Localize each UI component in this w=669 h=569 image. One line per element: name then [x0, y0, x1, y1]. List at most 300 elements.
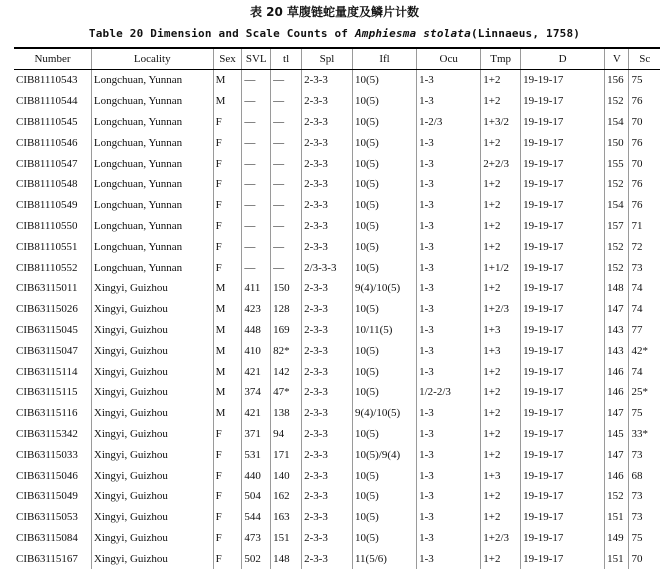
cell-locality: Longchuan, Yunnan	[91, 257, 213, 278]
cell-number: CIB63115047	[16, 344, 78, 357]
cell-svl: —	[242, 153, 271, 174]
scale-count-table	[14, 47, 660, 569]
table-title-chinese: 表 20 草腹链蛇量度及鳞片计数	[249, 5, 420, 19]
table-row	[14, 278, 660, 299]
cell-locality: Xingyi, Guizhou	[91, 320, 213, 341]
cell-svl: 423	[242, 299, 271, 320]
cell-tl: —	[271, 174, 302, 195]
table-row	[14, 340, 660, 361]
cell-sex: F	[213, 465, 242, 486]
cell-spl: 2-3-3	[302, 278, 353, 299]
cell-tl: —	[271, 257, 302, 278]
cell-d: 19-19-17	[521, 257, 605, 278]
cell-ocu: 1-3	[417, 257, 481, 278]
cell-spl: 2-3-3	[302, 216, 353, 237]
cell-number: CIB81110546	[16, 136, 78, 149]
cell-spl: 2-3-3	[302, 153, 353, 174]
cell-tl: 148	[271, 548, 302, 569]
cell-sc: 73	[629, 486, 660, 507]
cell-number: CIB63115167	[16, 552, 78, 565]
cell-tmp: 1+3/2	[481, 112, 521, 133]
cell-ocu: 1-3	[417, 340, 481, 361]
cell-locality: Longchuan, Yunnan	[91, 195, 213, 216]
cell-svl: 411	[242, 278, 271, 299]
cell-tmp: 1+2	[481, 444, 521, 465]
cell-spl: 2-3-3	[302, 132, 353, 153]
cell-ifl: 10(5)	[352, 507, 416, 528]
cell-tl: —	[271, 195, 302, 216]
cell-sc: 72	[629, 236, 660, 257]
cell-sex: M	[213, 299, 242, 320]
cell-ocu: 1/2-2/3	[417, 382, 481, 403]
cell-ifl: 11(5/6)	[352, 548, 416, 569]
cell-v: 143	[605, 340, 629, 361]
column-header-sc: Sc	[629, 48, 660, 70]
cell-ocu: 1-3	[417, 486, 481, 507]
cell-spl: 2-3-3	[302, 236, 353, 257]
cell-ocu: 1-3	[417, 236, 481, 257]
cell-v: 149	[605, 528, 629, 549]
cell-ifl: 10(5)	[352, 382, 416, 403]
cell-spl: 2-3-3	[302, 403, 353, 424]
cell-number: CIB63115046	[16, 469, 78, 482]
cell-ocu: 1-3	[417, 70, 481, 91]
title-prefix: Table 20 Dimension and Scale Counts of	[88, 27, 355, 40]
cell-spl: 2-3-3	[302, 444, 353, 465]
cell-d: 19-19-17	[521, 528, 605, 549]
cell-sc: 75	[629, 70, 660, 91]
cell-number: CIB63115115	[16, 386, 78, 399]
cell-d: 19-19-17	[521, 153, 605, 174]
column-header-sex: Sex	[213, 48, 242, 70]
cell-tmp: 1+2	[481, 132, 521, 153]
cell-svl: —	[242, 195, 271, 216]
cell-sex: M	[213, 382, 242, 403]
cell-v: 146	[605, 361, 629, 382]
table-row	[14, 424, 660, 445]
cell-sex: M	[213, 361, 242, 382]
cell-spl: 2-3-3	[302, 91, 353, 112]
cell-tmp: 1+3	[481, 320, 521, 341]
cell-number: CIB81110552	[16, 261, 78, 274]
cell-sex: F	[213, 486, 242, 507]
cell-number: CIB63115045	[16, 323, 78, 336]
cell-locality: Xingyi, Guizhou	[91, 424, 213, 445]
cell-ifl: 9(4)/10(5)	[352, 403, 416, 424]
cell-d: 19-19-17	[521, 465, 605, 486]
column-header-spl: Spl	[302, 48, 353, 70]
table-row	[14, 528, 660, 549]
cell-tl: —	[271, 236, 302, 257]
cell-spl: 2-3-3	[302, 320, 353, 341]
cell-ocu: 1-3	[417, 465, 481, 486]
cell-locality: Xingyi, Guizhou	[91, 340, 213, 361]
table-row	[14, 112, 660, 133]
cell-d: 19-19-17	[521, 132, 605, 153]
cell-d: 19-19-17	[521, 216, 605, 237]
cell-tl: 171	[271, 444, 302, 465]
cell-sex: F	[213, 507, 242, 528]
cell-number: CIB63115026	[16, 303, 78, 316]
table-row	[14, 507, 660, 528]
cell-locality: Xingyi, Guizhou	[91, 382, 213, 403]
cell-d: 19-19-17	[521, 507, 605, 528]
cell-tl: —	[271, 112, 302, 133]
cell-ifl: 10(5)	[352, 195, 416, 216]
cell-spl: 2-3-3	[302, 195, 353, 216]
cell-tl: 140	[271, 465, 302, 486]
cell-ifl: 10(5)	[352, 112, 416, 133]
column-header-d: D	[521, 48, 605, 70]
cell-tl: —	[271, 216, 302, 237]
cell-tl: —	[271, 70, 302, 91]
cell-tmp: 1+2	[481, 361, 521, 382]
cell-sex: F	[213, 216, 242, 237]
cell-locality: Xingyi, Guizhou	[91, 465, 213, 486]
cell-tl: —	[271, 91, 302, 112]
cell-ifl: 10(5)	[352, 340, 416, 361]
cell-tl: —	[271, 132, 302, 153]
cell-svl: —	[242, 174, 271, 195]
cell-locality: Longchuan, Yunnan	[91, 132, 213, 153]
cell-sex: F	[213, 424, 242, 445]
cell-number: CIB63115049	[16, 490, 78, 503]
cell-sc: 70	[629, 548, 660, 569]
cell-svl: 448	[242, 320, 271, 341]
cell-d: 19-19-17	[521, 424, 605, 445]
cell-sex: M	[213, 340, 242, 361]
cell-ocu: 1-2/3	[417, 112, 481, 133]
cell-ocu: 1-3	[417, 424, 481, 445]
cell-d: 19-19-17	[521, 91, 605, 112]
cell-ocu: 1-3	[417, 132, 481, 153]
cell-locality: Xingyi, Guizhou	[91, 528, 213, 549]
cell-v: 147	[605, 444, 629, 465]
cell-tl: 163	[271, 507, 302, 528]
cell-v: 146	[605, 465, 629, 486]
cell-tl: —	[271, 153, 302, 174]
cell-v: 145	[605, 424, 629, 445]
cell-sex: F	[213, 257, 242, 278]
cell-sc: 76	[629, 195, 660, 216]
cell-locality: Xingyi, Guizhou	[91, 548, 213, 569]
column-header-locality: Locality	[91, 48, 213, 70]
cell-sc: 76	[629, 174, 660, 195]
cell-number: CIB81110549	[16, 199, 78, 212]
cell-tl: 82*	[271, 340, 302, 361]
table-row	[14, 153, 660, 174]
cell-d: 19-19-17	[521, 403, 605, 424]
cell-tmp: 2+2/3	[481, 153, 521, 174]
cell-v: 147	[605, 403, 629, 424]
cell-ifl: 10(5)	[352, 132, 416, 153]
cell-tmp: 1+2	[481, 486, 521, 507]
cell-svl: 531	[242, 444, 271, 465]
cell-svl: —	[242, 70, 271, 91]
cell-locality: Xingyi, Guizhou	[91, 278, 213, 299]
column-header-tmp: Tmp	[481, 48, 521, 70]
cell-ifl: 10(5)	[352, 424, 416, 445]
cell-number: CIB81110550	[16, 219, 78, 232]
cell-locality: Longchuan, Yunnan	[91, 112, 213, 133]
cell-ocu: 1-3	[417, 528, 481, 549]
cell-spl: 2-3-3	[302, 486, 353, 507]
cell-number: CIB81110551	[16, 240, 78, 253]
table-row	[14, 195, 660, 216]
cell-sex: M	[213, 403, 242, 424]
cell-ocu: 1-3	[417, 507, 481, 528]
cell-svl: 421	[242, 361, 271, 382]
cell-sc: 76	[629, 132, 660, 153]
cell-svl: —	[242, 216, 271, 237]
column-header-svl: SVL	[242, 48, 271, 70]
cell-ifl: 10(5)	[352, 486, 416, 507]
cell-d: 19-19-17	[521, 320, 605, 341]
cell-v: 150	[605, 132, 629, 153]
cell-sex: M	[213, 278, 242, 299]
cell-number: CIB63115084	[16, 531, 78, 544]
cell-tl: 94	[271, 424, 302, 445]
cell-svl: 421	[242, 403, 271, 424]
cell-v: 157	[605, 216, 629, 237]
cell-svl: —	[242, 236, 271, 257]
cell-sex: F	[213, 153, 242, 174]
table-row	[14, 382, 660, 403]
column-header-number: Number	[14, 48, 91, 70]
cell-locality: Longchuan, Yunnan	[91, 174, 213, 195]
cell-d: 19-19-17	[521, 486, 605, 507]
cell-sc: 73	[629, 507, 660, 528]
cell-ifl: 10(5)/9(4)	[352, 444, 416, 465]
cell-number: CIB63115033	[16, 448, 78, 461]
cell-tl: 162	[271, 486, 302, 507]
cell-v: 152	[605, 236, 629, 257]
cell-svl: —	[242, 91, 271, 112]
table-row	[14, 70, 660, 91]
cell-sex: F	[213, 112, 242, 133]
cell-sex: F	[213, 528, 242, 549]
cell-locality: Longchuan, Yunnan	[91, 91, 213, 112]
table-title-english	[0, 27, 669, 40]
cell-v: 146	[605, 382, 629, 403]
column-header-v: V	[605, 48, 629, 70]
cell-sex: F	[213, 174, 242, 195]
cell-svl: 374	[242, 382, 271, 403]
cell-locality: Xingyi, Guizhou	[91, 507, 213, 528]
cell-tmp: 1+2	[481, 70, 521, 91]
cell-ifl: 10(5)	[352, 299, 416, 320]
cell-d: 19-19-17	[521, 112, 605, 133]
cell-tl: 150	[271, 278, 302, 299]
cell-spl: 2-3-3	[302, 528, 353, 549]
cell-ocu: 1-3	[417, 320, 481, 341]
cell-d: 19-19-17	[521, 195, 605, 216]
cell-d: 19-19-17	[521, 548, 605, 569]
cell-d: 19-19-17	[521, 174, 605, 195]
cell-v: 151	[605, 507, 629, 528]
cell-svl: 502	[242, 548, 271, 569]
cell-locality: Xingyi, Guizhou	[91, 299, 213, 320]
cell-sc: 74	[629, 278, 660, 299]
cell-v: 154	[605, 112, 629, 133]
cell-tmp: 1+2	[481, 403, 521, 424]
cell-spl: 2-3-3	[302, 465, 353, 486]
cell-v: 152	[605, 486, 629, 507]
cell-d: 19-19-17	[521, 70, 605, 91]
cell-svl: —	[242, 257, 271, 278]
cell-tl: 128	[271, 299, 302, 320]
cell-sc: 42*	[629, 340, 660, 361]
column-header-tl: tl	[271, 48, 302, 70]
cell-tmp: 1+2	[481, 216, 521, 237]
cell-spl: 2-3-3	[302, 112, 353, 133]
cell-v: 148	[605, 278, 629, 299]
cell-d: 19-19-17	[521, 444, 605, 465]
cell-tmp: 1+2/3	[481, 299, 521, 320]
cell-tmp: 1+2	[481, 507, 521, 528]
column-header-ocu: Ocu	[417, 48, 481, 70]
cell-ifl: 9(4)/10(5)	[352, 278, 416, 299]
cell-svl: 371	[242, 424, 271, 445]
cell-ocu: 1-3	[417, 278, 481, 299]
cell-ifl: 10(5)	[352, 465, 416, 486]
table-row	[14, 236, 660, 257]
cell-svl: 410	[242, 340, 271, 361]
cell-ifl: 10(5)	[352, 91, 416, 112]
cell-v: 152	[605, 174, 629, 195]
cell-d: 19-19-17	[521, 278, 605, 299]
cell-sc: 76	[629, 91, 660, 112]
cell-sc: 73	[629, 444, 660, 465]
cell-sc: 33*	[629, 424, 660, 445]
cell-ifl: 10/11(5)	[352, 320, 416, 341]
title-species: Amphiesma stolata	[354, 27, 471, 40]
cell-locality: Longchuan, Yunnan	[91, 236, 213, 257]
cell-tmp: 1+2	[481, 424, 521, 445]
cell-d: 19-19-17	[521, 361, 605, 382]
cell-ocu: 1-3	[417, 216, 481, 237]
cell-spl: 2-3-3	[302, 361, 353, 382]
cell-tmp: 1+3	[481, 465, 521, 486]
cell-tl: 169	[271, 320, 302, 341]
cell-number: CIB81110548	[16, 178, 78, 191]
cell-tl: 151	[271, 528, 302, 549]
cell-tmp: 1+2	[481, 548, 521, 569]
cell-d: 19-19-17	[521, 299, 605, 320]
cell-tmp: 1+2	[481, 91, 521, 112]
cell-svl: 544	[242, 507, 271, 528]
cell-ocu: 1-3	[417, 403, 481, 424]
table-row	[14, 403, 660, 424]
cell-ocu: 1-3	[417, 195, 481, 216]
cell-locality: Longchuan, Yunnan	[91, 70, 213, 91]
cell-ocu: 1-3	[417, 361, 481, 382]
cell-sex: M	[213, 320, 242, 341]
cell-tmp: 1+2	[481, 236, 521, 257]
header-row	[14, 48, 660, 70]
cell-locality: Xingyi, Guizhou	[91, 403, 213, 424]
cell-spl: 2-3-3	[302, 174, 353, 195]
cell-ocu: 1-3	[417, 174, 481, 195]
cell-sc: 70	[629, 112, 660, 133]
cell-locality: Xingyi, Guizhou	[91, 444, 213, 465]
table-row	[14, 361, 660, 382]
cell-d: 19-19-17	[521, 236, 605, 257]
cell-tmp: 1+2	[481, 382, 521, 403]
cell-number: CIB81110545	[16, 115, 78, 128]
cell-tmp: 1+2	[481, 174, 521, 195]
cell-spl: 2-3-3	[302, 507, 353, 528]
cell-sex: F	[213, 195, 242, 216]
cell-svl: —	[242, 132, 271, 153]
cell-svl: 473	[242, 528, 271, 549]
cell-tmp: 1+3	[481, 340, 521, 361]
cell-sc: 25*	[629, 382, 660, 403]
cell-sex: F	[213, 236, 242, 257]
cell-spl: 2-3-3	[302, 340, 353, 361]
cell-sc: 74	[629, 299, 660, 320]
cell-sc: 74	[629, 361, 660, 382]
cell-ifl: 10(5)	[352, 361, 416, 382]
table-row	[14, 444, 660, 465]
cell-v: 154	[605, 195, 629, 216]
cell-v: 151	[605, 548, 629, 569]
cell-tl: 47*	[271, 382, 302, 403]
cell-sex: F	[213, 548, 242, 569]
cell-sc: 75	[629, 403, 660, 424]
cell-ocu: 1-3	[417, 444, 481, 465]
cell-number: CIB63115053	[16, 511, 78, 524]
cell-tl: 142	[271, 361, 302, 382]
table-row	[14, 91, 660, 112]
cell-sex: M	[213, 91, 242, 112]
cell-v: 156	[605, 70, 629, 91]
cell-spl: 2-3-3	[302, 548, 353, 569]
cell-ifl: 10(5)	[352, 174, 416, 195]
cell-sc: 68	[629, 465, 660, 486]
cell-number: CIB63115114	[16, 365, 78, 378]
title-suffix: (Linnaeus, 1758)	[470, 27, 581, 40]
cell-spl: 2-3-3	[302, 382, 353, 403]
cell-sc: 75	[629, 528, 660, 549]
table-row	[14, 174, 660, 195]
cell-tmp: 1+2	[481, 195, 521, 216]
table-row	[14, 486, 660, 507]
cell-number: CIB63115342	[16, 427, 78, 440]
cell-number: CIB81110544	[16, 95, 78, 108]
cell-number: CIB63115116	[16, 407, 78, 420]
cell-tmp: 1+2	[481, 278, 521, 299]
cell-sc: 71	[629, 216, 660, 237]
cell-ocu: 1-3	[417, 548, 481, 569]
cell-sex: M	[213, 70, 242, 91]
cell-ifl: 10(5)	[352, 70, 416, 91]
cell-spl: 2-3-3	[302, 70, 353, 91]
table-row	[14, 257, 660, 278]
cell-number: CIB81110543	[16, 74, 78, 87]
cell-ifl: 10(5)	[352, 216, 416, 237]
cell-locality: Xingyi, Guizhou	[91, 486, 213, 507]
cell-sc: 77	[629, 320, 660, 341]
cell-sex: F	[213, 444, 242, 465]
cell-sc: 70	[629, 153, 660, 174]
cell-d: 19-19-17	[521, 340, 605, 361]
cell-locality: Longchuan, Yunnan	[91, 216, 213, 237]
cell-v: 143	[605, 320, 629, 341]
cell-locality: Xingyi, Guizhou	[91, 361, 213, 382]
cell-ifl: 10(5)	[352, 528, 416, 549]
cell-sex: F	[213, 132, 242, 153]
